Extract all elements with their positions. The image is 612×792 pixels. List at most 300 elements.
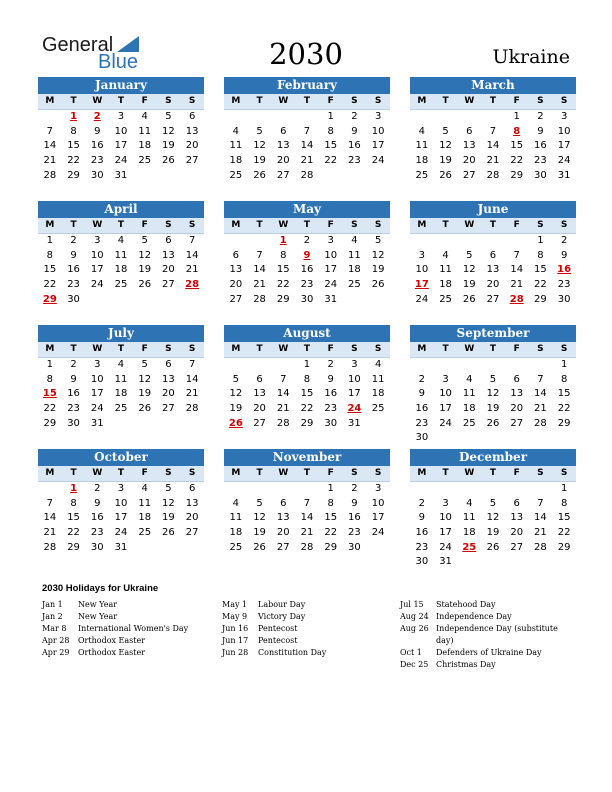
day-cell: 24 (371, 527, 385, 539)
weekday-label: W (464, 344, 475, 354)
weekday-label: S (374, 96, 382, 106)
day-cell: 14 (276, 388, 290, 400)
empty-cell (38, 110, 62, 125)
holiday-name: Orthodox Easter (78, 636, 146, 645)
day-cell: 2 (351, 483, 358, 494)
day-cell: 19 (439, 155, 452, 167)
day-cell: 15 (67, 512, 80, 524)
day-cell: 20 (510, 527, 524, 539)
day-cell: 12 (253, 140, 266, 152)
day-cell: 15 (43, 264, 57, 276)
day-cell: 26 (439, 169, 452, 181)
day-cell: 25 (439, 293, 452, 305)
month-june (410, 201, 576, 307)
day-cell: 31 (114, 169, 128, 181)
day-cell: 18 (462, 527, 476, 539)
weekday-label: S (188, 220, 196, 230)
day-cell: 13 (486, 264, 500, 276)
day-cell: 8 (560, 497, 568, 509)
day-cell: 21 (300, 155, 314, 167)
day-cell: 2 (70, 359, 77, 370)
day-cell: 6 (165, 359, 172, 370)
day-cell: 21 (253, 279, 266, 291)
day-cell: 15 (534, 264, 547, 276)
day-cell: 26 (253, 169, 266, 181)
weekday-label: S (351, 220, 358, 230)
weekday-label: F (513, 468, 520, 478)
day-cell: 4 (466, 497, 473, 509)
day-cell: 28 (300, 541, 314, 553)
day-cell: 2 (303, 235, 311, 246)
weekday-row (224, 466, 390, 482)
day-cell: 11 (138, 497, 152, 509)
day-cell: 8 (327, 125, 334, 137)
weekday-label: W (278, 344, 289, 354)
day-cell: 23 (415, 417, 429, 429)
holiday-column (222, 599, 392, 659)
day-cell: 11 (371, 373, 385, 385)
day-cell: 2 (351, 111, 358, 122)
day-cell: 13 (253, 388, 266, 400)
weekday-label: W (278, 468, 289, 478)
day-cell: 13 (162, 249, 175, 261)
day-cell: 27 (253, 417, 266, 429)
month-february (224, 77, 390, 183)
day-cell: 18 (415, 155, 429, 167)
day-cell: 5 (165, 483, 172, 494)
holiday-name: Christmas Day (436, 660, 496, 669)
day-cell: 30 (67, 293, 80, 305)
day-cell: 17 (371, 140, 385, 152)
day-cell: 9 (351, 125, 358, 137)
empty-cell (457, 234, 481, 249)
weekday-label: S (537, 220, 544, 230)
day-cell: 22 (300, 403, 314, 415)
day-cell: 6 (513, 497, 520, 509)
weekday-row (224, 342, 390, 358)
empty-cell (248, 358, 272, 373)
day-grid (38, 110, 204, 183)
day-cell: 9 (94, 497, 101, 509)
day-cell: 27 (162, 403, 175, 415)
day-cell: 25 (415, 169, 429, 181)
day-cell: 9 (70, 249, 77, 261)
day-grid (38, 482, 204, 555)
weekday-label: W (92, 344, 103, 354)
day-cell: 26 (138, 279, 152, 291)
weekday-label: T (303, 344, 311, 354)
day-cell: 1 (537, 235, 544, 246)
day-cell: 29 (67, 169, 80, 181)
day-cell: 6 (165, 235, 172, 246)
day-grid (224, 110, 390, 183)
day-cell: 27 (276, 541, 290, 553)
day-cell: 29 (276, 293, 290, 305)
day-cell: 14 (185, 249, 199, 261)
day-cell: 7 (188, 359, 196, 370)
empty-cell (410, 234, 434, 249)
weekday-label: S (537, 468, 544, 478)
holiday-entry (400, 611, 575, 623)
day-cell: 21 (43, 155, 57, 167)
day-cell: 6 (466, 125, 473, 137)
logo-blue-text: Blue (98, 51, 139, 73)
month-december (410, 449, 576, 570)
day-cell: 5 (256, 497, 263, 509)
day-cell: 1 (560, 359, 568, 370)
weekday-label: T (70, 344, 77, 354)
day-cell: 13 (276, 140, 290, 152)
day-cell: 22 (324, 527, 338, 539)
day-cell: 17 (324, 264, 338, 276)
day-grid (410, 110, 576, 183)
day-cell: 16 (534, 140, 547, 152)
day-cell: 4 (232, 497, 240, 509)
holiday-entry (400, 647, 575, 659)
day-cell: 21 (43, 527, 57, 539)
weekday-label: M (45, 220, 55, 230)
day-cell: 8 (70, 497, 77, 509)
weekday-row (38, 342, 204, 358)
holiday-entry (400, 599, 575, 611)
day-cell: 5 (141, 235, 148, 246)
empty-cell (505, 482, 529, 497)
holiday-entry (222, 647, 392, 659)
day-cell: 20 (276, 155, 290, 167)
holiday-name: Constitution Day (258, 648, 327, 657)
weekday-row (410, 342, 576, 358)
day-cell: 16 (67, 264, 80, 276)
day-cell: 7 (303, 125, 311, 137)
holiday-date: May 1 (222, 600, 248, 609)
day-cell: 13 (185, 497, 199, 509)
day-cell: 2 (418, 373, 426, 385)
day-cell: 5 (232, 373, 240, 385)
day-cell: 14 (43, 140, 57, 152)
holiday-entry (42, 647, 212, 659)
day-cell: 29 (67, 541, 80, 553)
day-cell: 19 (253, 527, 266, 539)
day-cell: 26 (371, 279, 385, 291)
day-cell: 24 (557, 155, 571, 167)
holiday-day: 24 (347, 403, 362, 415)
day-cell: 17 (348, 388, 361, 400)
day-cell: 5 (466, 249, 473, 261)
day-cell: 25 (371, 403, 385, 415)
month-header: October (38, 449, 204, 466)
empty-cell (410, 110, 434, 125)
day-cell: 4 (117, 235, 125, 246)
holiday-day: 29 (42, 293, 57, 305)
day-grid (38, 358, 204, 431)
day-cell: 6 (232, 249, 240, 261)
empty-cell (295, 482, 319, 497)
day-cell: 28 (300, 169, 314, 181)
day-cell: 9 (70, 373, 77, 385)
day-cell: 13 (510, 388, 524, 400)
holiday-day: 16 (557, 264, 572, 276)
weekday-label: S (560, 468, 568, 478)
day-cell: 16 (90, 140, 104, 152)
weekday-label: T (256, 96, 263, 106)
day-cell: 24 (439, 417, 452, 429)
day-cell: 2 (327, 359, 334, 370)
day-cell: 28 (486, 169, 500, 181)
day-cell: 25 (229, 541, 243, 553)
day-cell: 1 (327, 111, 334, 122)
day-cell: 20 (276, 527, 290, 539)
day-grid (224, 234, 390, 307)
day-cell: 18 (138, 140, 152, 152)
holiday-entry (42, 599, 212, 611)
day-cell: 10 (557, 125, 571, 137)
day-cell: 25 (229, 169, 243, 181)
day-cell: 19 (138, 388, 152, 400)
holiday-day: 1 (279, 235, 287, 246)
holiday-day: 26 (228, 417, 243, 429)
weekday-label: S (188, 96, 196, 106)
month-april (38, 201, 204, 307)
day-cell: 24 (324, 279, 338, 291)
day-cell: 21 (534, 527, 547, 539)
day-cell: 12 (162, 125, 175, 137)
empty-cell (224, 110, 248, 125)
day-cell: 23 (324, 403, 338, 415)
holiday-entry (42, 635, 212, 647)
day-cell: 15 (510, 140, 524, 152)
empty-cell (271, 358, 295, 373)
day-cell: 16 (415, 527, 429, 539)
day-cell: 10 (415, 264, 429, 276)
weekday-label: T (117, 344, 125, 354)
day-cell: 16 (348, 140, 361, 152)
day-cell: 20 (486, 279, 500, 291)
day-cell: 27 (185, 155, 199, 167)
day-cell: 14 (534, 512, 547, 524)
weekday-label: W (92, 468, 103, 478)
day-cell: 20 (229, 279, 243, 291)
day-cell: 30 (348, 541, 361, 553)
day-cell: 23 (348, 527, 361, 539)
weekday-label: W (464, 220, 475, 230)
day-cell: 8 (537, 249, 544, 261)
day-cell: 18 (138, 512, 152, 524)
day-cell: 28 (43, 541, 57, 553)
weekday-label: S (165, 96, 172, 106)
day-cell: 27 (229, 293, 243, 305)
empty-cell (481, 234, 505, 249)
empty-cell (457, 482, 481, 497)
day-cell: 18 (462, 403, 476, 415)
day-grid (410, 358, 576, 446)
day-cell: 12 (253, 512, 266, 524)
month-header: March (410, 77, 576, 94)
day-cell: 12 (162, 497, 175, 509)
holiday-date: May 9 (222, 612, 248, 621)
day-cell: 13 (185, 125, 199, 137)
day-cell: 22 (510, 155, 524, 167)
month-july (38, 325, 204, 431)
weekday-label: W (92, 96, 103, 106)
day-cell: 23 (300, 279, 314, 291)
day-cell: 19 (486, 527, 500, 539)
holiday-name: New Year (78, 600, 118, 609)
day-cell: 9 (418, 388, 426, 400)
weekday-row (38, 466, 204, 482)
day-cell: 8 (46, 373, 54, 385)
day-cell: 1 (46, 235, 54, 246)
day-cell: 31 (90, 417, 104, 429)
day-cell: 29 (534, 293, 547, 305)
day-cell: 31 (439, 556, 452, 568)
day-cell: 18 (348, 264, 361, 276)
day-cell: 27 (510, 541, 524, 553)
day-cell: 4 (351, 235, 358, 246)
day-cell: 24 (439, 541, 452, 553)
day-cell: 19 (162, 512, 175, 524)
day-cell: 3 (442, 373, 449, 385)
day-cell: 4 (374, 359, 382, 370)
day-cell: 3 (327, 235, 334, 246)
day-cell: 30 (557, 293, 571, 305)
weekday-label: M (45, 468, 55, 478)
day-cell: 3 (374, 111, 382, 122)
day-cell: 27 (162, 279, 175, 291)
empty-cell (434, 110, 458, 125)
day-cell: 10 (90, 373, 104, 385)
day-cell: 18 (114, 388, 128, 400)
day-cell: 24 (415, 293, 429, 305)
page-title-year: 2030 (269, 37, 343, 71)
weekday-label: T (256, 468, 263, 478)
day-cell: 4 (141, 483, 148, 494)
day-cell: 24 (90, 279, 104, 291)
day-cell: 27 (510, 417, 524, 429)
day-cell: 7 (513, 249, 520, 261)
day-cell: 6 (489, 249, 497, 261)
day-cell: 7 (303, 497, 311, 509)
day-cell: 5 (374, 235, 382, 246)
month-header: December (410, 449, 576, 466)
holiday-day: 15 (42, 388, 57, 400)
weekday-label: F (327, 96, 334, 106)
weekday-label: T (442, 344, 449, 354)
holiday-day: 28 (509, 293, 524, 305)
day-cell: 4 (117, 359, 125, 370)
weekday-label: W (92, 220, 103, 230)
day-cell: 11 (415, 140, 429, 152)
day-cell: 17 (114, 140, 128, 152)
month-may (224, 201, 390, 307)
day-cell: 6 (188, 111, 196, 122)
day-cell: 10 (371, 497, 385, 509)
day-cell: 28 (534, 417, 547, 429)
weekday-label: S (351, 344, 358, 354)
day-cell: 23 (67, 279, 80, 291)
day-cell: 20 (510, 403, 524, 415)
day-grid (224, 358, 390, 431)
day-cell: 6 (280, 497, 287, 509)
weekday-label: S (374, 344, 382, 354)
weekday-row (410, 466, 576, 482)
day-cell: 14 (185, 373, 199, 385)
empty-cell (434, 358, 458, 373)
empty-cell (248, 110, 272, 125)
day-cell: 15 (276, 264, 290, 276)
weekday-label: T (70, 96, 77, 106)
day-cell: 26 (162, 527, 175, 539)
weekday-label: T (303, 96, 311, 106)
day-cell: 14 (486, 140, 500, 152)
day-cell: 9 (560, 249, 568, 261)
day-cell: 3 (418, 249, 426, 261)
day-cell: 5 (141, 359, 148, 370)
day-cell: 20 (162, 264, 175, 276)
month-header: June (410, 201, 576, 218)
day-cell: 28 (43, 169, 57, 181)
weekday-label: T (303, 220, 311, 230)
day-cell: 14 (253, 264, 266, 276)
holiday-name: Orthodox Easter (78, 648, 146, 657)
month-header: July (38, 325, 204, 342)
holiday-entry (222, 611, 392, 623)
day-cell: 26 (486, 417, 500, 429)
month-november (224, 449, 390, 555)
day-cell: 27 (276, 169, 290, 181)
holidays-title: 2030 Holidays for Ukraine (42, 583, 159, 594)
day-cell: 13 (162, 373, 175, 385)
weekday-label: T (256, 220, 263, 230)
weekday-label: F (141, 96, 148, 106)
day-cell: 2 (560, 235, 568, 246)
day-cell: 7 (280, 373, 287, 385)
day-cell: 3 (94, 359, 101, 370)
day-cell: 19 (371, 264, 385, 276)
day-cell: 26 (253, 541, 266, 553)
day-cell: 4 (418, 125, 426, 137)
day-cell: 5 (489, 373, 497, 385)
holiday-day: 17 (414, 279, 429, 291)
weekday-label: M (231, 96, 241, 106)
day-cell: 8 (327, 497, 334, 509)
month-header: November (224, 449, 390, 466)
day-cell: 2 (418, 497, 426, 509)
day-cell: 5 (165, 111, 172, 122)
day-cell: 21 (534, 403, 547, 415)
weekday-label: T (489, 344, 497, 354)
holiday-day: 28 (185, 279, 200, 291)
day-cell: 23 (67, 403, 80, 415)
day-cell: 31 (348, 417, 361, 429)
day-cell: 18 (371, 388, 385, 400)
holiday-entry (42, 611, 212, 623)
weekday-label: S (560, 344, 568, 354)
day-cell: 10 (348, 373, 361, 385)
weekday-label: F (327, 220, 334, 230)
day-cell: 22 (557, 403, 571, 415)
holiday-entry (222, 599, 392, 611)
day-cell: 11 (114, 373, 128, 385)
holiday-date: Jan 1 (42, 600, 63, 609)
day-cell: 23 (415, 541, 429, 553)
day-cell: 8 (303, 373, 311, 385)
weekday-label: F (513, 344, 520, 354)
holiday-name: Statehood Day (436, 600, 496, 609)
day-cell: 12 (138, 249, 152, 261)
day-cell: 29 (300, 417, 314, 429)
weekday-label: S (537, 96, 544, 106)
day-cell: 21 (300, 527, 314, 539)
